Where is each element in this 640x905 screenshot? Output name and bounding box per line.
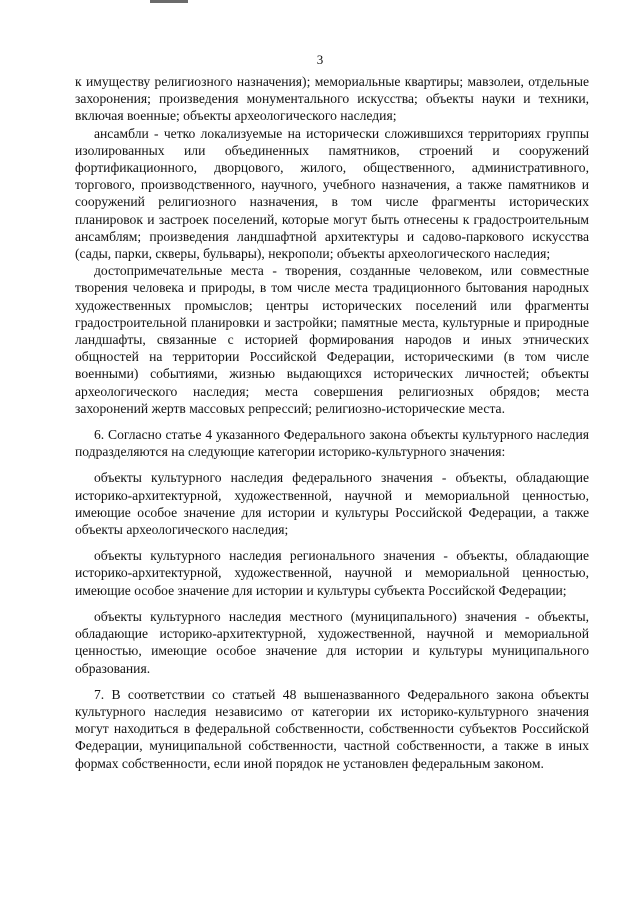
paragraph-item-7-ownership: 7. В соответствии со статьей 48 вышеназванного Федерального закона объекты культурного наследия независимо от категории их историко-культурного значения могут находиться в федеральной собственности, собственности субъектов Российской Федерации, муниципальной собственности, частной собственности, а также в иных формах собственности, если иной порядок не установлен федеральным законом. xyxy=(75,686,589,771)
paragraph-item-6-categories: 6. Согласно статье 4 указанного Федерального закона объекты культурного наследия подразделяются на следующие категории историко-культурного значения: xyxy=(75,427,589,460)
document-body xyxy=(75,73,589,772)
scan-artifact-mark xyxy=(150,0,188,3)
paragraph-federal-significance: объекты культурного наследия федерального значения - объекты, обладающие историко-архитектурной, художественной, научной и мемориальной ценностью, имеющие особое значение для истории и культуры Российской Федерации, а также объекты археологического наследия; xyxy=(75,470,589,538)
paragraph-landmark-sites: достопримечательные места - творения, созданные человеком, или совместные творения человека и природы, в том числе места традиционного бытования народных художественных промыслов; центры исторических поселений или фрагменты градостроительной планировки и застройки; памятные места, культурные и природные ландшафты, связанные с историей формирования народов и иных этнических общностей на территории Российской Федерации, историческими (в том числе военными) событиями, жизнью выдающихся исторических личностей; объекты археологического наследия; места совершения религиозных обрядов; места захоронений жертв массовых репрессий; религиозно-исторические места. xyxy=(75,263,589,416)
paragraph-local-significance: объекты культурного наследия местного (муниципального) значения - объекты, обладающие историко-архитектурной, художественной, научной и мемориальной ценностью, имеющие особое значение для истории и культуры муниципального образования. xyxy=(75,608,589,676)
page-number: 3 xyxy=(316,52,324,67)
paragraph-heritage-types-continued: к имуществу религиозного назначения); мемориальные квартиры; мавзолеи, отдельные захоронения; произведения монументального искусства; объекты науки и техники, включая военные; объекты археологического наследия; xyxy=(75,74,589,124)
paragraph-regional-significance: объекты культурного наследия регионального значения - объекты, обладающие историко-архитектурной, художественной, научной и мемориальной ценностью, имеющие особое значение для истории и культуры субъекта Российской Федерации; xyxy=(75,548,589,598)
paragraph-ensembles: ансамбли - четко локализуемые на исторически сложившихся территориях группы изолированных или объединенных памятников, строений и сооружений фортификационного, дворцового, жилого, общественного, административного, торгового, производственного, научного, учебного назначения, а также памятников и сооружений религиозного назначения, в том числе фрагменты исторических планировок и застроек поселений, которые могут быть отнесены к градостроительным ансамблям; произведения ландшафтной архитектуры и садово-паркового искусства (сады, парки, скверы, бульвары), некрополи; объекты археологического наследия; xyxy=(75,125,589,262)
